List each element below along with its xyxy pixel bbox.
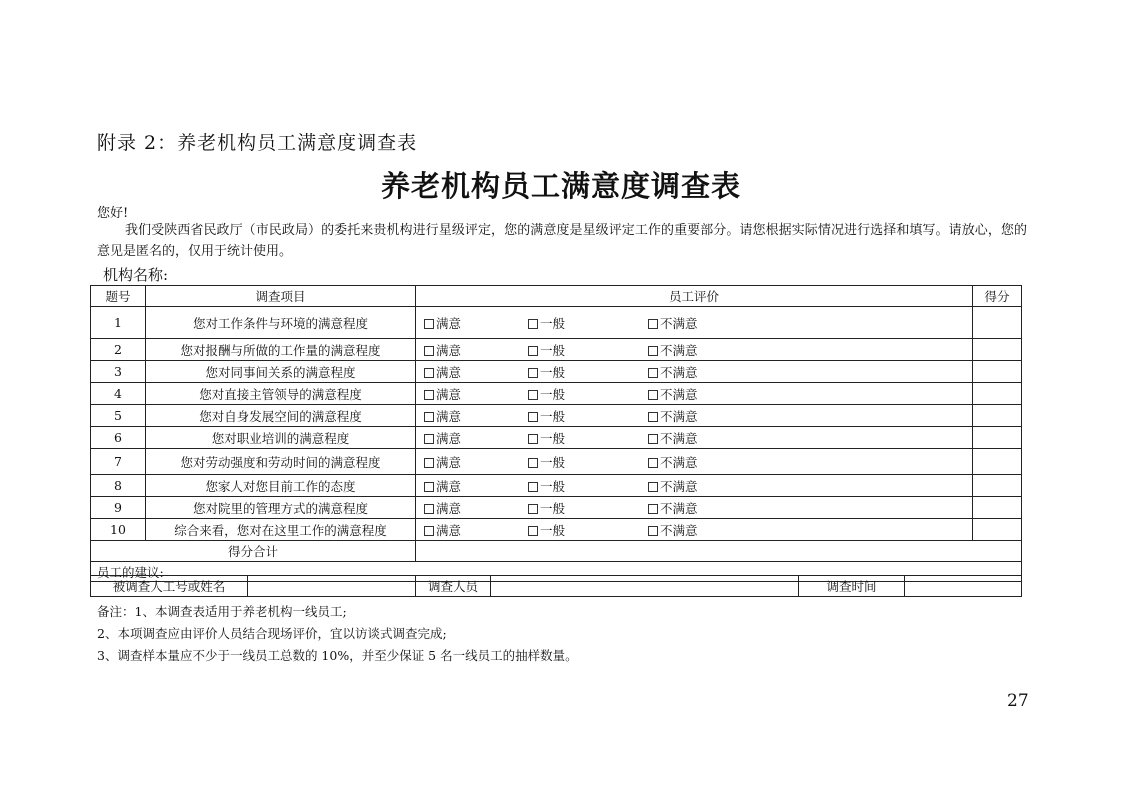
total-row: [91, 541, 1022, 562]
score-cell[interactable]: [973, 475, 1022, 497]
total-value[interactable]: [416, 541, 1022, 562]
respondent-table: [90, 575, 1022, 597]
option-label: 满意: [436, 315, 462, 331]
option-label: 不满意: [660, 315, 698, 331]
checkbox-icon[interactable]: [648, 526, 658, 536]
option-dissatisfied[interactable]: [648, 453, 698, 471]
checkbox-icon[interactable]: [424, 504, 434, 514]
table-row: [91, 339, 1022, 361]
option-neutral[interactable]: [528, 477, 565, 495]
option-neutral[interactable]: [528, 521, 565, 539]
option-satisfied[interactable]: [424, 314, 461, 332]
evaluation-options: [416, 307, 973, 339]
option-label: 不满意: [660, 500, 698, 516]
option-dissatisfied[interactable]: [648, 521, 698, 539]
option-label: 一般: [540, 342, 566, 358]
checkbox-icon[interactable]: [528, 458, 538, 468]
option-label: 不满意: [660, 386, 698, 402]
option-label: 满意: [436, 500, 462, 516]
question-item: 您对职业培训的满意程度: [146, 427, 416, 449]
option-neutral[interactable]: [528, 341, 565, 359]
checkbox-icon[interactable]: [528, 368, 538, 378]
question-number: 9: [91, 497, 146, 519]
option-label: 不满意: [660, 430, 698, 446]
option-satisfied[interactable]: [424, 407, 461, 425]
note-2: 2、本项调查应由评价人员结合现场评价，宜以访谈式调查完成;: [97, 626, 447, 641]
checkbox-icon[interactable]: [648, 368, 658, 378]
question-item: 您对同事间关系的满意程度: [146, 361, 416, 383]
checkbox-icon[interactable]: [424, 482, 434, 492]
page-number: 27: [1007, 691, 1029, 711]
question-number: 10: [91, 519, 146, 541]
option-label: 一般: [540, 386, 566, 402]
score-cell[interactable]: [973, 449, 1022, 475]
option-label: 满意: [436, 454, 462, 470]
checkbox-icon[interactable]: [528, 482, 538, 492]
option-neutral[interactable]: [528, 385, 565, 403]
checkbox-icon[interactable]: [648, 434, 658, 444]
table-row: [91, 475, 1022, 497]
option-label: 一般: [540, 430, 566, 446]
respondent-row: [91, 576, 1022, 597]
evaluation-options: [416, 519, 973, 541]
respondent-label: 被调查人工号或姓名: [91, 576, 248, 597]
option-label: 满意: [436, 342, 462, 358]
table-row: [91, 497, 1022, 519]
checkbox-icon[interactable]: [528, 434, 538, 444]
evaluation-options: [416, 405, 973, 427]
checkbox-icon[interactable]: [424, 458, 434, 468]
score-cell[interactable]: [973, 405, 1022, 427]
option-dissatisfied[interactable]: [648, 477, 698, 495]
option-dissatisfied[interactable]: [648, 407, 698, 425]
option-dissatisfied[interactable]: [648, 429, 698, 447]
evaluation-options: [416, 497, 973, 519]
option-satisfied[interactable]: [424, 453, 461, 471]
option-label: 一般: [540, 364, 566, 380]
note-3: 3、调查样本量应不少于一线员工总数的 10%，并至少保证 5 名一线员工的抽样数量。: [97, 648, 578, 663]
option-label: 一般: [540, 454, 566, 470]
evaluation-options: [416, 427, 973, 449]
col-header-evaluation: 员工评价: [416, 286, 973, 307]
table-row: [91, 383, 1022, 405]
checkbox-icon[interactable]: [424, 368, 434, 378]
suggestion-label[interactable]: 员工的建议:: [91, 562, 1022, 582]
question-number: 8: [91, 475, 146, 497]
option-satisfied[interactable]: [424, 499, 461, 517]
org-name-label: 机构名称:: [103, 266, 169, 284]
survey-time-field[interactable]: [905, 576, 1022, 597]
col-header-item: 调查项目: [146, 286, 416, 307]
option-label: 满意: [436, 430, 462, 446]
page-title: 养老机构员工满意度调查表: [380, 169, 741, 203]
evaluation-options: [416, 339, 973, 361]
option-dissatisfied[interactable]: [648, 499, 698, 517]
option-neutral[interactable]: [528, 363, 565, 381]
notes: [97, 601, 578, 667]
checkbox-icon[interactable]: [648, 412, 658, 422]
table-row: [91, 307, 1022, 339]
question-item: 您对自身发展空间的满意程度: [146, 405, 416, 427]
option-dissatisfied[interactable]: [648, 385, 698, 403]
option-label: 不满意: [660, 342, 698, 358]
evaluation-options: [416, 475, 973, 497]
option-label: 不满意: [660, 478, 698, 494]
table-row: [91, 427, 1022, 449]
question-item: 综合来看，您对在这里工作的满意程度: [146, 519, 416, 541]
checkbox-icon[interactable]: [528, 390, 538, 400]
question-number: 7: [91, 449, 146, 475]
question-number: 6: [91, 427, 146, 449]
table-row: [91, 519, 1022, 541]
question-number: 4: [91, 383, 146, 405]
checkbox-icon[interactable]: [528, 504, 538, 514]
checkbox-icon[interactable]: [648, 504, 658, 514]
col-header-no: 题号: [91, 286, 146, 307]
option-label: 不满意: [660, 364, 698, 380]
surveyor-field[interactable]: [491, 576, 799, 597]
option-satisfied[interactable]: [424, 521, 461, 539]
checkbox-icon[interactable]: [424, 434, 434, 444]
checkbox-icon[interactable]: [648, 458, 658, 468]
evaluation-options: [416, 449, 973, 475]
option-neutral[interactable]: [528, 314, 565, 332]
option-label: 不满意: [660, 522, 698, 538]
score-cell[interactable]: [973, 383, 1022, 405]
checkbox-icon[interactable]: [648, 319, 658, 329]
option-dissatisfied[interactable]: [648, 341, 698, 359]
option-label: 满意: [436, 386, 462, 402]
question-number: 3: [91, 361, 146, 383]
table-row: [91, 405, 1022, 427]
option-neutral[interactable]: [528, 453, 565, 471]
question-item: 您对直接主管领导的满意程度: [146, 383, 416, 405]
option-dissatisfied[interactable]: [648, 314, 698, 332]
intro-paragraph: 我们受陕西省民政厅（市民政局）的委托来贵机构进行星级评定，您的满意度是星级评定工作的重要部分。请您根据实际情况进行选择和填写。请放心，您的意见是匿名的，仅用于统计使用。: [97, 223, 1027, 259]
question-item: 您家人对您目前工作的态度: [146, 475, 416, 497]
option-label: 一般: [540, 478, 566, 494]
checkbox-icon[interactable]: [424, 319, 434, 329]
option-satisfied[interactable]: [424, 363, 461, 381]
surveyor-label: 调查人员: [416, 576, 491, 597]
option-label: 一般: [540, 522, 566, 538]
evaluation-options: [416, 383, 973, 405]
evaluation-options: [416, 361, 973, 383]
col-header-score: 得分: [973, 286, 1022, 307]
question-item: 您对院里的管理方式的满意程度: [146, 497, 416, 519]
respondent-field[interactable]: [248, 576, 416, 597]
note-1: 备注：1、本调查表适用于养老机构一线员工;: [97, 604, 347, 619]
checkbox-icon[interactable]: [648, 482, 658, 492]
option-label: 一般: [540, 315, 566, 331]
question-number: 1: [91, 307, 146, 339]
checkbox-icon[interactable]: [424, 390, 434, 400]
checkbox-icon[interactable]: [424, 346, 434, 356]
option-label: 满意: [436, 364, 462, 380]
score-cell[interactable]: [973, 427, 1022, 449]
option-neutral[interactable]: [528, 407, 565, 425]
checkbox-icon[interactable]: [424, 412, 434, 422]
checkbox-icon[interactable]: [528, 319, 538, 329]
option-label: 满意: [436, 522, 462, 538]
question-number: 5: [91, 405, 146, 427]
option-satisfied[interactable]: [424, 341, 461, 359]
table-row: [91, 449, 1022, 475]
option-label: 一般: [540, 408, 566, 424]
checkbox-icon[interactable]: [648, 346, 658, 356]
option-satisfied[interactable]: [424, 429, 461, 447]
score-cell[interactable]: [973, 361, 1022, 383]
question-item: 您对工作条件与环境的满意程度: [146, 307, 416, 339]
survey-table: [90, 285, 1022, 582]
option-satisfied[interactable]: [424, 385, 461, 403]
score-cell[interactable]: [973, 519, 1022, 541]
appendix-title: 附录 2：养老机构员工满意度调查表: [97, 132, 418, 154]
option-label: 一般: [540, 500, 566, 516]
checkbox-icon[interactable]: [528, 346, 538, 356]
checkbox-icon[interactable]: [528, 526, 538, 536]
survey-time-label: 调查时间: [799, 576, 905, 597]
score-cell[interactable]: [973, 497, 1022, 519]
score-cell[interactable]: [973, 339, 1022, 361]
table-row: [91, 361, 1022, 383]
option-neutral[interactable]: [528, 499, 565, 517]
checkbox-icon[interactable]: [648, 390, 658, 400]
score-cell[interactable]: [973, 307, 1022, 339]
question-number: 2: [91, 339, 146, 361]
option-label: 满意: [436, 408, 462, 424]
checkbox-icon[interactable]: [424, 526, 434, 536]
question-item: 您对劳动强度和劳动时间的满意程度: [146, 449, 416, 475]
question-item: 您对报酬与所做的工作量的满意程度: [146, 339, 416, 361]
option-satisfied[interactable]: [424, 477, 461, 495]
option-label: 满意: [436, 478, 462, 494]
total-label: 得分合计: [91, 541, 416, 562]
option-label: 不满意: [660, 408, 698, 424]
option-dissatisfied[interactable]: [648, 363, 698, 381]
checkbox-icon[interactable]: [528, 412, 538, 422]
greeting: 您好!: [97, 206, 129, 221]
table-header-row: [91, 286, 1022, 307]
option-label: 不满意: [660, 454, 698, 470]
option-neutral[interactable]: [528, 429, 565, 447]
